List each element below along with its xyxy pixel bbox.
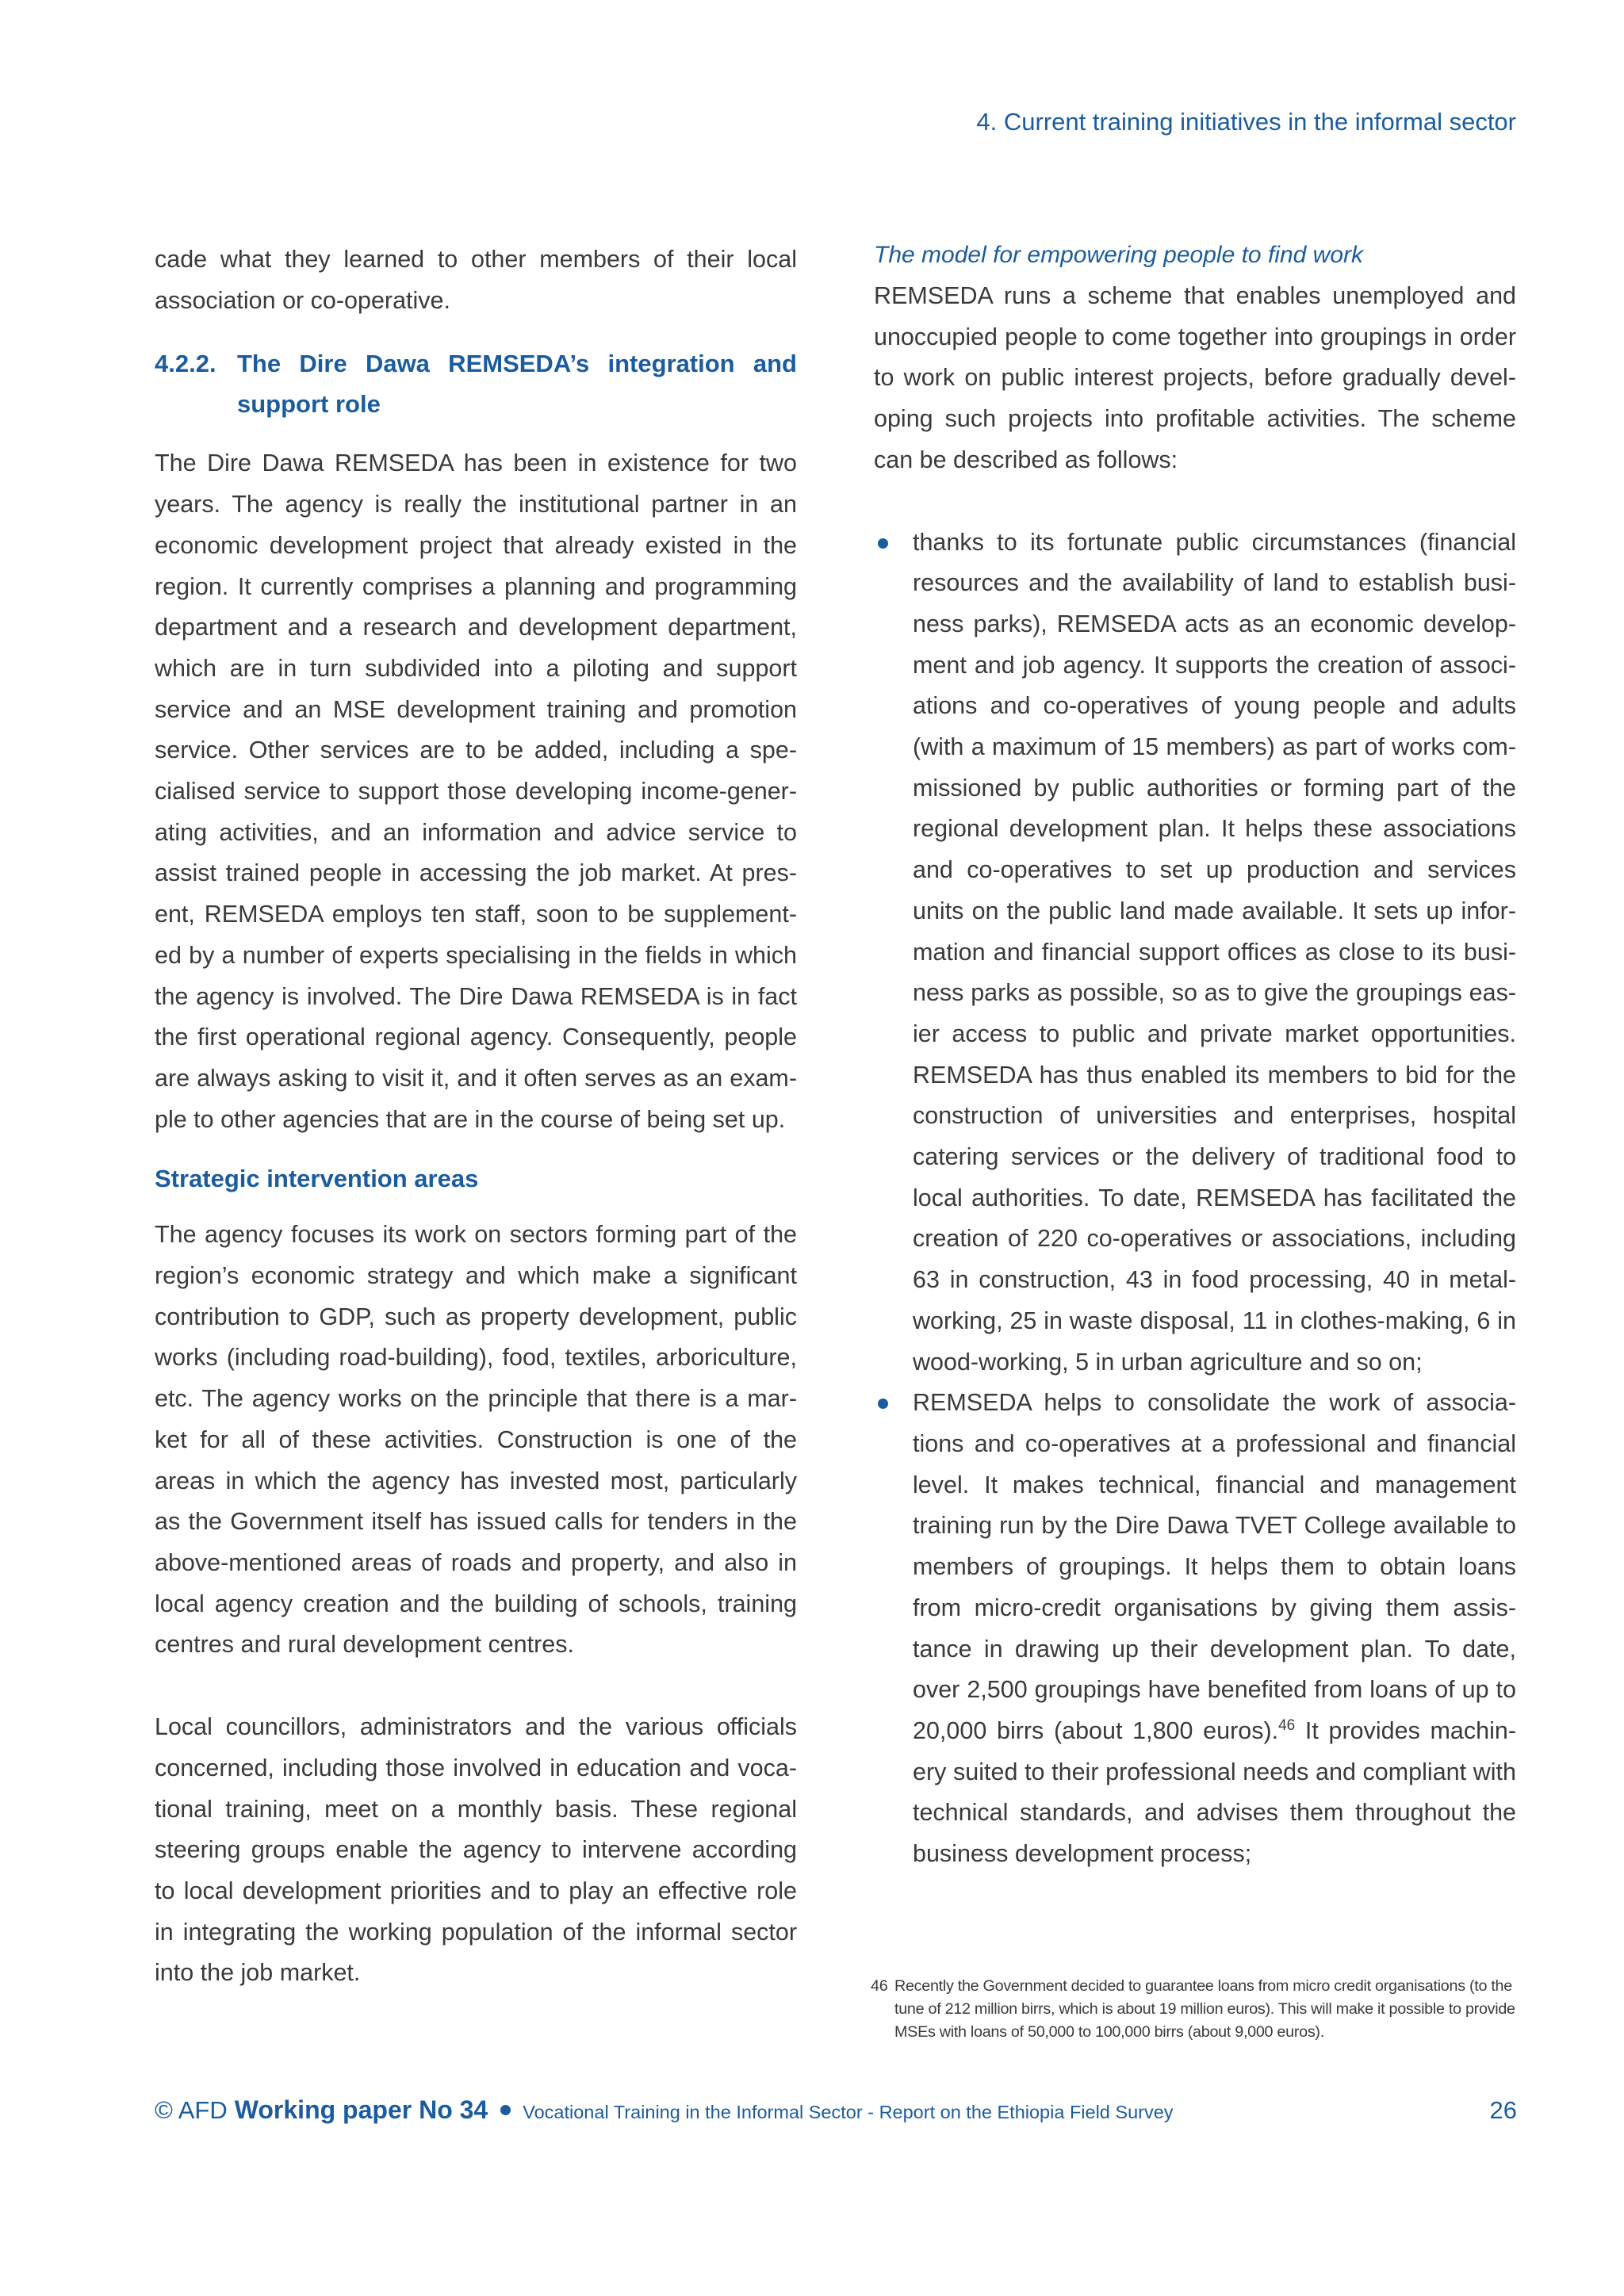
section-number: 4.2.2. bbox=[155, 350, 216, 378]
series-title: Working paper No 34 bbox=[234, 2095, 488, 2124]
italic-heading: The model for empowering people to find work bbox=[874, 242, 1363, 268]
page-number: 26 bbox=[1489, 2096, 1517, 2124]
subheading: Strategic intervention areas bbox=[155, 1165, 479, 1193]
copyright: © AFD bbox=[155, 2096, 228, 2124]
footnote-reference[interactable]: 46 bbox=[1278, 1716, 1296, 1734]
left-column bbox=[155, 239, 797, 1994]
bullet-icon bbox=[878, 1399, 888, 1409]
bullet-text: thanks to its fortunate public circumstances (financial resources and the availability of land to establish busi-ness parks), REMSEDA acts as an economic develop-ment and job agency. It supports the creation of associ-ations and co-operatives of young people and adults (with a maximum of 15 members) as part of works com-missioned by public authorities or forming part of the regional development plan. It helps these associations and co-operatives to set up production and services units on the public land made available. It sets up infor-mation and financial support offices as close to its busi-ness parks as possible, so as to give the groupings eas-ier access to public and private market opportunities. REMSEDA has thus enabled its members to bid for the construction of universities and enterprises, hospital catering services or the delivery of traditional food to local authorities. To date, REMSEDA has facilitated the creation of 220 co-operatives or associations, including 63 in construction, 43 in food processing, 40 in metal-working, 25 in waste disposal, 11 in clothes-making, 6 in wood-working, 5 in urban agriculture and so on; bbox=[913, 528, 1516, 1376]
section-title: The Dire Dawa REMSEDA’s integration and support role bbox=[237, 350, 797, 419]
intro-paragraph: cade what they learned to other members of their local association or co-operative. bbox=[155, 246, 797, 314]
bullet-separator-icon bbox=[500, 2105, 511, 2115]
bullet-text-part: It provides machin-ery suited to their professional needs and compliant with technical standards, and advises them throughout the business development process; bbox=[913, 1716, 1516, 1868]
bullet-list bbox=[874, 522, 1516, 1875]
body-paragraph: The Dire Dawa REMSEDA has been in existence for two years. The agency is really the institutional partner in an economic development project that already existed in the region. It currently comprises a planning and programming department and a research and development department, which are in turn subdivided into a piloting and support service and an MSE development training and promotion service. Other services are to be added, including a spe-cialised service to support those developing income-gener-ating activities, and an information and advice service to assist trained people in accessing the job market. At pres-ent, REMSEDA employs ten staff, soon to be supplement-ed by a number of experts specialising in the fields in which the agency is involved. The Dire Dawa REMSEDA is in fact the first operational regional agency. Consequently, people are always asking to visit it, and it often serves as an exam-ple to other agencies that are in the course of being set up. bbox=[155, 450, 797, 1133]
section-heading bbox=[155, 343, 797, 424]
paragraph-spacer bbox=[155, 1666, 797, 1707]
bullet-text-part: REMSEDA helps to consolidate the work of associa-tions and co-operatives at a professional and financial level. It makes technical, financial and management training run by the Dire Dawa TVET College available to members of groupings. It helps them to obtain loans from micro-credit organisations by giving them assis-tance in drawing up their development plan. To date, over 2,500 groupings have benefited from loans of up to 20,000 birrs (about 1,800 euros). bbox=[913, 1389, 1516, 1744]
footer-subtitle: Vocational Training in the Informal Sector - Report on the Ethiopia Field Survey bbox=[523, 2102, 1174, 2122]
list-item bbox=[874, 522, 1516, 1383]
footnote-text: Recently the Government decided to guarantee loans from micro credit organisations (to the tune of 212 million birrs, which is about 19 million euros). This will make it possible to provide MSEs with loans of 50,000 to 100,000 birrs (about 9,000 euros). bbox=[894, 1977, 1515, 2041]
intro-paragraph: REMSEDA runs a scheme that enables unemployed and unoccupied people to come together into groupings in order to work on public interest projects, before gradually devel-oping such projects into profitable activities. The scheme can be described as follows: bbox=[874, 282, 1516, 473]
bullet-icon bbox=[878, 538, 888, 549]
list-item bbox=[874, 1383, 1516, 1874]
body-paragraph: The agency focuses its work on sectors forming part of the region’s economic strategy and which make a significant contribution to GDP, such as property development, public works (including road-building), food, textiles, arboriculture, etc. The agency works on the principle that there is a mar-ket for all of these activities. Construction is one of the areas in which the agency has invested most, particularly as the Government itself has issued calls for tenders in the above-mentioned areas of roads and property, and also in local agency creation and the building of schools, training centres and rural development centres. bbox=[155, 1221, 797, 1659]
right-column bbox=[874, 235, 1516, 1875]
footnote bbox=[871, 1975, 1517, 2044]
page-footer bbox=[155, 2095, 1517, 2125]
body-paragraph: Local councillors, administrators and the various officials concerned, including those involved in education and voca-tional training, meet on a monthly basis. These regional steering groups enable the agency to intervene according to local development priorities and to play an effective role in integrating the working population of the informal sector into the job market. bbox=[155, 1713, 797, 1987]
footnote-number: 46 bbox=[871, 1977, 888, 1995]
running-header: 4. Current training initiatives in the informal sector bbox=[976, 108, 1516, 136]
bullet-text bbox=[913, 1383, 1516, 1874]
